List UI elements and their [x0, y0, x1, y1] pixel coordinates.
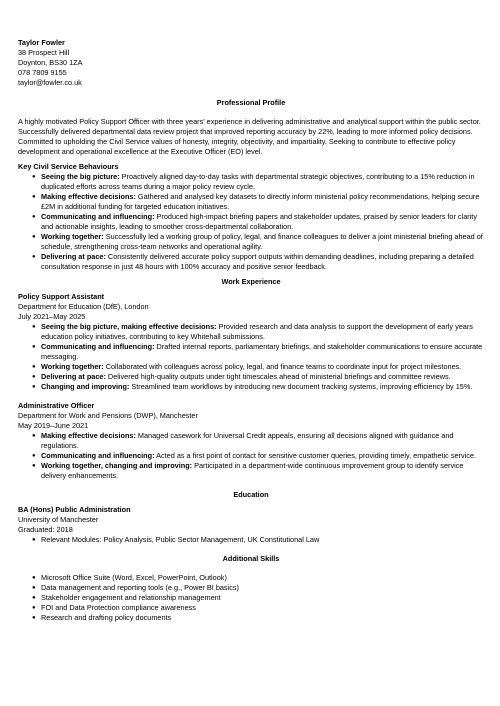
list-item: [18, 431, 484, 451]
list-item: [18, 372, 484, 382]
behaviours-list: [18, 172, 484, 272]
address-line-1: 38 Prospect Hill: [18, 48, 70, 57]
item-text: Delivered high-quality outputs under tight timescales ahead of ministerial briefings and committee reviews.: [105, 372, 451, 381]
item-label: Changing and improving:: [41, 382, 130, 391]
item-text: Streamlined team workflows by introducing new document tracking systems, improving efficiency by 15%.: [129, 382, 473, 391]
item-text: Drafted internal reports, parliamentary briefings, and stakeholder communications to ensure accurate messaging.: [41, 342, 483, 361]
list-item: [18, 172, 484, 192]
behaviours-heading: Key Civil Service Behaviours: [18, 162, 119, 171]
item-text: Relevant Modules: Policy Analysis, Public Sector Management, UK Constitutional Law: [41, 535, 320, 544]
list-item: [18, 322, 484, 342]
job-dates: May 2019–June 2021: [18, 421, 89, 430]
list-item: [18, 362, 484, 372]
experience-heading: Work Experience: [221, 277, 281, 286]
list-item: [18, 535, 484, 545]
item-label: Delivering at pace:: [41, 372, 106, 381]
degree-title: BA (Hons) Public Administration: [18, 505, 131, 514]
education-modules: [18, 535, 484, 545]
list-item: [18, 382, 484, 392]
item-text: Produced high-impact briefing papers and stakeholder updates, praised by senior leaders for clarity and actionable insights, leading to smoother cross-departmental collaboration.: [41, 212, 477, 231]
job-entry: [18, 292, 484, 392]
item-text: Acted as a first point of contact for sensitive customer queries, providing timely, empathetic service.: [154, 451, 476, 460]
profile-heading: Professional Profile: [216, 98, 286, 107]
skills-heading: Additional Skills: [222, 554, 280, 563]
skills-list: [18, 573, 484, 623]
item-text: Proactively aligned day-to-day tasks with departmental strategic objectives, contributing to a 15% reduction in duplicated efforts across teams during a major policy review cycle.: [41, 172, 475, 191]
email-address: taylor@fowler.co.uk: [18, 78, 82, 87]
item-text: Collaborated with colleagues across policy, legal, and finance teams to coordinate input for project milestones.: [103, 362, 462, 371]
item-text: Data management and reporting tools (e.g., Power BI basics): [41, 583, 239, 592]
item-label: Working together, changing and improving:: [41, 461, 193, 470]
job-achievements: [18, 431, 484, 481]
item-text: Microsoft Office Suite (Word, Excel, PowerPoint, Outlook): [41, 573, 227, 582]
list-item: [18, 192, 484, 212]
profile-text: A highly motivated Policy Support Officer with three years' experience in delivering administrative and analytical support within the public sector. Successfully delivered departmental data review project that improved reporting accuracy by 22%, leading to more informed policy decisions. Committed to upholding the Civil Service values of honesty, integrity, objectivity, and impartiality. Seeking to contribute to effective policy development and operational excellence at the Executive Officer (EO) level.: [18, 117, 481, 156]
item-label: Communicating and influencing:: [41, 212, 155, 221]
item-label: Making effective decisions:: [41, 192, 136, 201]
item-label: Seeing the big picture, making effective decisions:: [41, 322, 217, 331]
list-item: [18, 342, 484, 362]
item-text: FOI and Data Protection compliance awareness: [41, 603, 196, 612]
item-text: Participated in a department-wide continuous improvement group to identify service delivery enhancements.: [41, 461, 464, 480]
phone-number: 078 7809 9155: [18, 68, 67, 77]
list-item: [18, 461, 484, 481]
item-text: Research and drafting policy documents: [41, 613, 172, 622]
job-achievements: [18, 322, 484, 392]
list-item: [18, 451, 484, 461]
contact-block: [18, 38, 484, 88]
list-item: [18, 573, 484, 583]
job-title: Administrative Officer: [18, 401, 95, 410]
job-employer: Department for Work and Pensions (DWP), Manchester: [18, 411, 198, 420]
item-text: Consistently delivered accurate policy support outputs within demanding deadlines, including preparing a detailed consultation response in just 48 hours with 100% accuracy and positive senior feedback.: [41, 252, 474, 271]
job-dates: July 2021–May 2025: [18, 312, 86, 321]
job-entry: [18, 401, 484, 481]
item-label: Seeing the big picture:: [41, 172, 120, 181]
job-title: Policy Support Assistant: [18, 292, 105, 301]
item-label: Communicating and influencing:: [41, 342, 155, 351]
item-text: Gathered and analysed key datasets to directly inform ministerial policy recommendations, helping secure £2M in additional funding for targeted education initiatives.: [41, 192, 480, 211]
list-item: [18, 252, 484, 272]
item-text: Managed casework for Universal Credit appeals, ensuring all decisions aligned with guidance and regulations.: [41, 431, 454, 450]
item-label: Delivering at pace:: [41, 252, 106, 261]
list-item: [18, 212, 484, 232]
list-item: [18, 583, 484, 593]
address-line-2: Doynton, BS30 1ZA: [18, 58, 83, 67]
list-item: [18, 603, 484, 613]
cv-document: [18, 38, 484, 623]
graduation-year: Graduated: 2018: [18, 525, 73, 534]
candidate-name: Taylor Fowler: [18, 38, 65, 47]
item-text: Stakeholder engagement and relationship management: [41, 593, 221, 602]
item-text: Successfully led a working group of policy, legal, and finance colleagues to deliver a joint ministerial briefing ahead of schedule, strengthening cross-team networks and operational agility.: [41, 232, 483, 251]
item-label: Working together:: [41, 232, 104, 241]
list-item: [18, 593, 484, 603]
item-label: Communicating and influencing:: [41, 451, 155, 460]
list-item: [18, 232, 484, 252]
institution-name: University of Manchester: [18, 515, 99, 524]
education-heading: Education: [233, 490, 269, 499]
item-label: Making effective decisions:: [41, 431, 136, 440]
item-text: Provided research and data analysis to support the development of early years education policy initiatives, contributing to key Whitehall submissions.: [41, 322, 473, 341]
job-employer: Department for Education (DfE), London: [18, 302, 149, 311]
item-label: Working together:: [41, 362, 104, 371]
list-item: [18, 613, 484, 623]
